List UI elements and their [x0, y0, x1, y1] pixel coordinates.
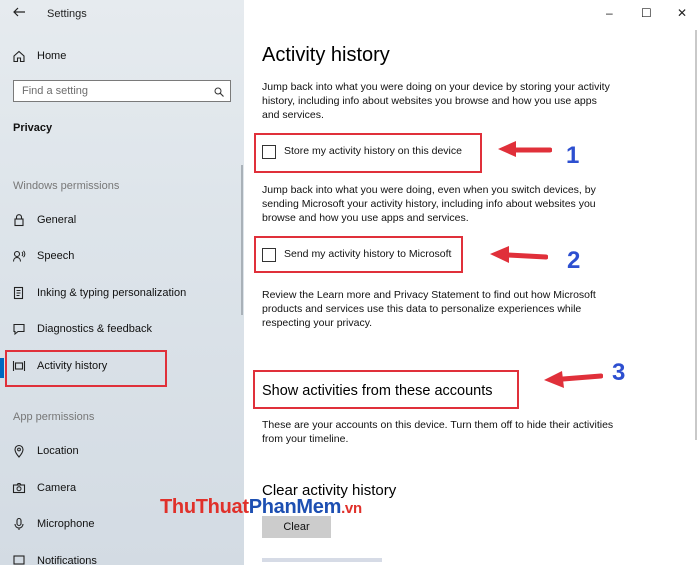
store-history-checkbox[interactable]: [262, 145, 276, 159]
watermark-part-3: .vn: [341, 500, 362, 517]
callout-number-3: 3: [612, 359, 626, 386]
send-history-label: Send my activity history to Microsoft: [284, 248, 452, 260]
privacy-text: Review the Learn more and Privacy Statement to find out how Microsoft products and services use this data to personalize experiences while respecting your privacy.: [262, 289, 596, 329]
title-bar: [0, 0, 244, 28]
search-input[interactable]: [13, 80, 231, 102]
send-history-checkbox-row[interactable]: [262, 247, 462, 265]
send-intro-text: Jump back into what you were doing, even when you switch devices, by sending Microsoft your activity history, including info about websites you browse and how you use apps and services.: [262, 184, 596, 224]
watermark: [160, 496, 362, 519]
sidebar-item-label: Home: [37, 50, 67, 62]
accounts-heading: Show activities from these accounts: [262, 383, 493, 399]
clear-button[interactable]: Clear: [262, 516, 331, 538]
sidebar-item-label: Microphone: [37, 518, 95, 530]
location-icon: [12, 444, 26, 458]
sidebar-item-location[interactable]: [0, 437, 244, 467]
notifications-icon: [12, 554, 26, 568]
truncated-link: [262, 558, 382, 562]
callout-number-2: 2: [567, 247, 581, 274]
back-arrow-icon[interactable]: [12, 5, 26, 22]
search-icon[interactable]: [214, 84, 224, 94]
section-title: Privacy: [13, 122, 53, 134]
group-label-windows-permissions: Windows permissions: [13, 180, 120, 192]
sidebar-item-home[interactable]: [0, 42, 244, 72]
sidebar-item-notifications[interactable]: [0, 547, 244, 577]
main-scrollbar[interactable]: [695, 30, 697, 440]
sidebar: [0, 0, 244, 565]
callout-number-1: 1: [566, 142, 580, 169]
page-title: Activity history: [262, 44, 390, 66]
sidebar-item-label: Diagnostics & feedback: [37, 323, 152, 335]
sidebar-item-general[interactable]: [0, 206, 244, 236]
sidebar-item-speech[interactable]: [0, 242, 244, 272]
inking-icon: [12, 286, 26, 300]
diagnostics-icon: [12, 322, 26, 336]
sidebar-item-inking[interactable]: [0, 279, 244, 309]
sidebar-scrollbar[interactable]: [241, 165, 243, 315]
camera-icon: [12, 481, 26, 495]
app-title: Settings: [47, 8, 87, 20]
watermark-part-1: ThuThuat: [160, 496, 249, 518]
sidebar-item-label: Activity history: [37, 360, 108, 372]
group-label-app-permissions: App permissions: [13, 411, 95, 423]
callout-arrow-2: [486, 244, 548, 268]
clear-heading: Clear activity history: [262, 482, 397, 499]
sidebar-item-label: Inking & typing personalization: [37, 287, 187, 299]
search-placeholder: Find a setting: [22, 85, 89, 97]
close-button[interactable]: ✕: [677, 6, 688, 20]
intro-text: Jump back into what you were doing on your device by storing your activity history, including info about websites you browse and how you use apps and services.: [262, 81, 610, 121]
sidebar-item-label: Notifications: [37, 555, 97, 567]
send-history-checkbox[interactable]: [262, 248, 276, 262]
sidebar-item-label: Location: [37, 445, 79, 457]
accounts-text: These are your accounts on this device. Turn them off to hide their activities from your timeline.: [262, 419, 614, 445]
home-icon: [12, 49, 26, 63]
speech-icon: [12, 249, 26, 263]
sidebar-item-label: Speech: [37, 250, 75, 262]
sidebar-item-label: Camera: [37, 482, 77, 494]
maximize-button[interactable]: ☐: [641, 6, 652, 20]
callout-arrow-1: [494, 138, 552, 160]
sidebar-item-diagnostics[interactable]: [0, 315, 244, 345]
highlight-box-activity-history: [5, 350, 167, 387]
microphone-icon: [12, 517, 26, 531]
lock-icon: [12, 213, 26, 227]
callout-arrow-3: [541, 366, 603, 390]
watermark-part-2: PhanMem: [248, 496, 342, 518]
sidebar-item-label: General: [37, 214, 77, 226]
store-history-label: Store my activity history on this device: [284, 145, 462, 157]
minimize-button[interactable]: –: [606, 6, 613, 20]
store-history-checkbox-row[interactable]: [262, 144, 477, 162]
